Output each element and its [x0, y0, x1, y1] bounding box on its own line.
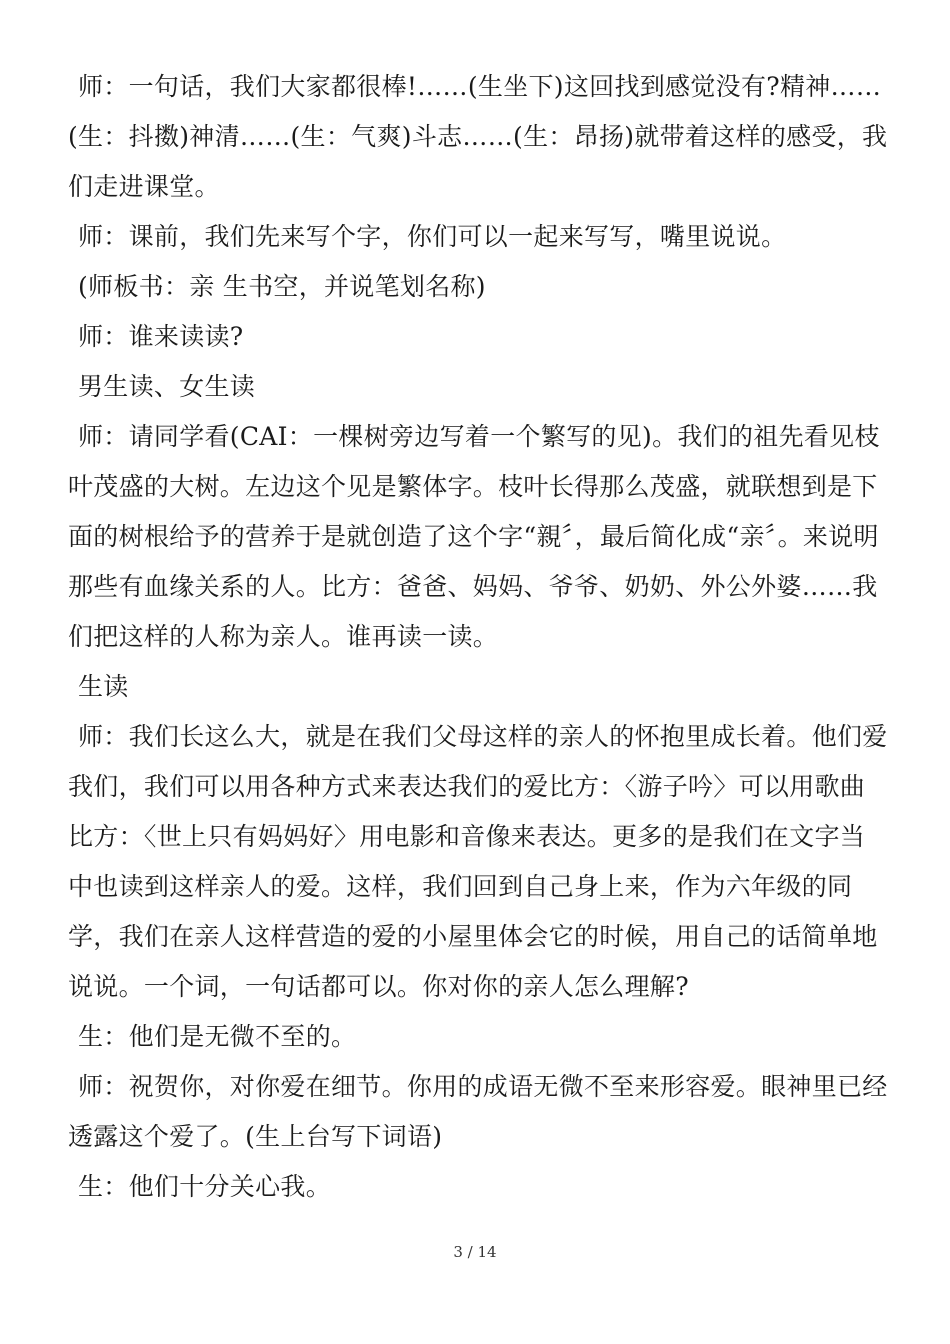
paragraph-2: 师：课前，我们先来写个字，你们可以一起来写写，嘴里说说。: [78, 222, 787, 251]
paragraph-4: 师：谁来读读?: [78, 322, 244, 351]
document-body: [68, 62, 888, 1212]
paragraph-9: 生：他们是无微不至的。: [78, 1022, 357, 1051]
paragraph-5: 男生读、女生读: [78, 372, 256, 401]
page-number: 3 / 14: [453, 1243, 497, 1261]
paragraph-1: 师：一句话，我们大家都很棒!……(生坐下)这回找到感觉没有?精神……(生：抖擞)神清……(生：气爽)斗志……(生：昂扬)就带着这样的感受，我们走进课堂。: [68, 72, 888, 201]
paragraph-8: 师：我们长这么大，就是在我们父母这样的亲人的怀抱里成长着。他们爱我们，我们可以用各种方式来表达我们的爱比方：〈游子吟〉可以用歌曲比方：〈世上只有妈妈好〉用电影和音像来表达。更多的是我们在文字当中也读到这样亲人的爱。这样，我们回到自己身上来，作为六年级的同学，我们在亲人这样营造的爱的小屋里体会它的时候，用自己的话简单地说说。一个词，一句话都可以。你对你的亲人怎么理解?: [68, 722, 888, 1001]
paragraph-6: 师：请同学看(CAI：一棵树旁边写着一个繁写的见)。我们的祖先看见枝叶茂盛的大树。左边这个见是繁体字。枝叶长得那么茂盛，就联想到是下面的树根给予的营养于是就创造了这个字“親〞，最后简化成“亲〞。来说明那些有血缘关系的人。比方：爸爸、妈妈、爷爷、奶奶、外公外婆……我们把这样的人称为亲人。谁再读一读。: [68, 422, 880, 651]
paragraph-3: (师板书：亲 生书空，并说笔划名称): [78, 272, 486, 301]
paragraph-11: 生：他们十分关心我。: [78, 1172, 332, 1201]
paragraph-7: 生读: [78, 672, 129, 701]
paragraph-10: 师：祝贺你，对你爱在细节。你用的成语无微不至来形容爱。眼神里已经透露这个爱了。(生上台写下词语): [68, 1072, 888, 1151]
